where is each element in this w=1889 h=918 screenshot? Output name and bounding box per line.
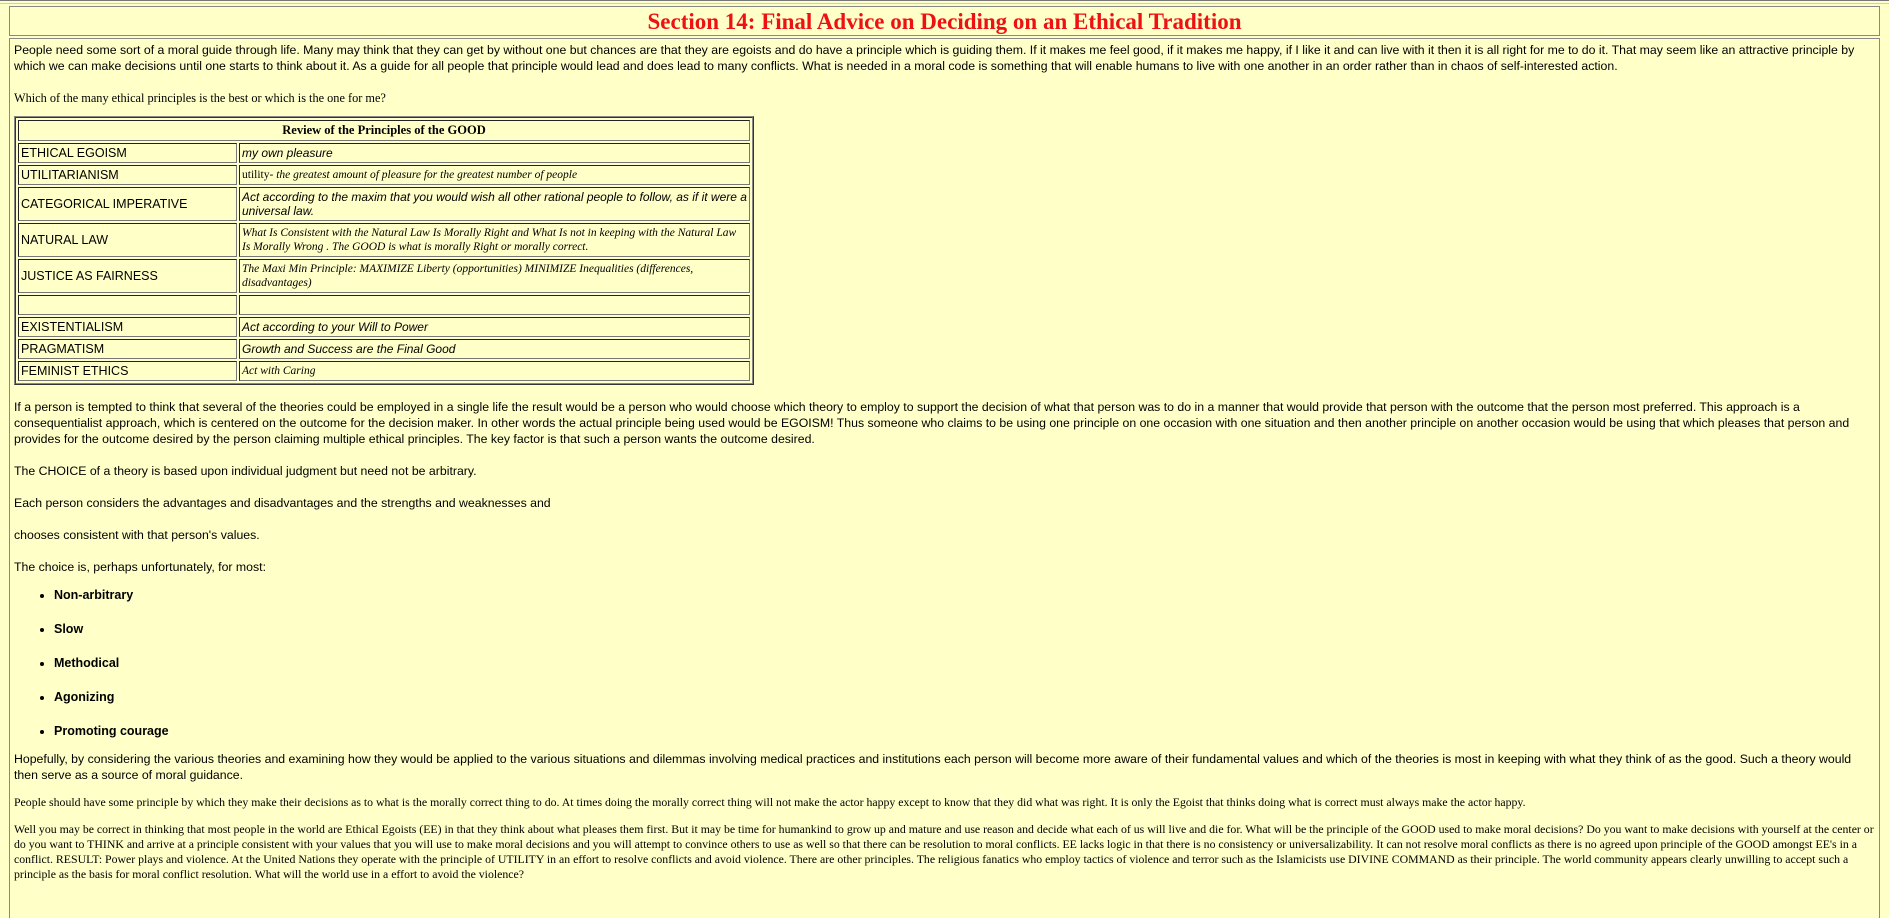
choice-paragraph: The CHOICE of a theory is based upon individual judgment but need not be arbitrary. (14, 464, 477, 478)
list-item: • Promoting courage (54, 723, 1876, 739)
principle-desc: What Is Consistent with the Natural Law Is Morally Right and What Is not in keeping with the Natural Law Is Morally Wrong . The GOOD is what is morally Right or morally correct. (239, 223, 750, 257)
table-row (18, 259, 750, 293)
top-divider (0, 0, 1889, 4)
table-row-empty (18, 295, 750, 315)
principle-desc: Growth and Success are the Final Good (239, 339, 750, 359)
principle-name: EXISTENTIALISM (18, 317, 237, 337)
question-paragraph: Which of the many ethical principles is the best or which is the one for me? (14, 91, 386, 105)
principle-desc (239, 295, 750, 315)
list-item: • Non-arbitrary (54, 587, 1876, 603)
principle-desc: Act with Caring (239, 361, 750, 381)
table-caption: Review of the Principles of the GOOD (18, 120, 750, 141)
page-title: Section 14: Final Advice on Deciding on an Ethical Tradition (647, 9, 1242, 34)
table-row (18, 187, 750, 221)
table-row (18, 317, 750, 337)
principles-table (14, 116, 754, 385)
principle-name: JUSTICE AS FAIRNESS (18, 259, 237, 293)
content-frame (9, 38, 1880, 918)
each-person-paragraph: Each person considers the advantages and disadvantages and the strengths and weaknesses and (14, 496, 551, 510)
hopefully-paragraph: Hopefully, by considering the various theories and examining how they would be applied to the various situations and dilemmas involving medical practices and institutions each person will become more aware of their fundamental values and which of the theories is most in keeping with what they think of as the good. Such a theory would then serve as a source of moral guidance. (14, 752, 1852, 782)
table-row (18, 165, 750, 185)
principle-name: UTILITARIANISM (18, 165, 237, 185)
principle-desc: my own pleasure (239, 143, 750, 163)
principle-paragraph: People should have some principle by which they make their decisions as to what is the morally correct thing to do. At times doing the morally correct thing will not make the actor happy except to know that they did what was right. It is only the Egoist that thinks doing what is correct must always make the actor happy. (14, 795, 1526, 809)
principle-desc-cell (239, 165, 750, 185)
principle-name: FEMINIST ETHICS (18, 361, 237, 381)
principle-name: NATURAL LAW (18, 223, 237, 257)
list-item: • Agonizing (54, 689, 1876, 705)
table-row (18, 361, 750, 381)
principle-desc: Act according to your Will to Power (239, 317, 750, 337)
principle-name: PRAGMATISM (18, 339, 237, 359)
intro-paragraph: People need some sort of a moral guide through life. Many may think that they can get by without one but chances are that they are egoists and do have a principle which is guiding them. If it makes me feel good, if it makes me happy, if I like it and can live with it then it is all right for me to do it. That may seem like an attractive principle by which we can make decisions until one starts to think about it. As a guide for all people that principle would lead and does lead to many conflicts. What is needed in a moral code is something that will enable humans to live with one another in an order rather than in chaos of self-interested action. (14, 43, 1855, 73)
principle-desc: the greatest amount of pleasure for the greatest number of people (276, 169, 578, 181)
table-row (18, 339, 750, 359)
choice-qualities-list (14, 587, 1876, 739)
table-row (18, 223, 750, 257)
chooses-paragraph: chooses consistent with that person's values. (14, 528, 260, 542)
list-item: • Slow (54, 621, 1876, 637)
principle-desc-prefix: utility- (242, 169, 277, 181)
principle-desc: The Maxi Min Principle: MAXIMIZE Liberty (opportunities) MINIMIZE Inequalities (differences, disadvantages) (239, 259, 750, 293)
table-row (18, 143, 750, 163)
principle-desc: Act according to the maxim that you would wish all other rational people to follow, as if it were a universal law. (239, 187, 750, 221)
list-item: • Methodical (54, 655, 1876, 671)
well-you-paragraph: Well you may be correct in thinking that most people in the world are Ethical Egoists (EE) in that they think about what pleases them first. But it may be time for humankind to grow up and mature and use reason and decide what each of us will live and die for. What will be the principle of the GOOD used to make moral decisions? Do you want to make decisions with yourself at the center or do you want to THINK and arrive at a principle consistent with your values that you will use to make moral decisions and you will attempt to convince others to use as well so that there can be resolution to moral conflicts. EE lacks logic in that there is no consistency or universalizability. It can not resolve moral conflicts as there is no agreed upon principle of the GOOD amongst EE's in a conflict. RESULT: Power plays and violence. At the United Nations they operate with the principle of UTILITY in an effort to resolve conflicts and avoid violence. There are other principles. The religious fanatics who employ tactics of violence and terror such as the Islamicists use DIVINE COMMAND as their principle. The world community appears clearly unwilling to accept such a principle as the basis for moral conflict resolution. What will the world use in a effort to avoid the violence? (14, 822, 1874, 881)
principle-name: ETHICAL EGOISM (18, 143, 237, 163)
title-frame (9, 6, 1880, 36)
principle-name (18, 295, 237, 315)
principle-name: CATEGORICAL IMPERATIVE (18, 187, 237, 221)
most-paragraph: The choice is, perhaps unfortunately, for most: (14, 560, 266, 574)
consequentialist-paragraph: If a person is tempted to think that several of the theories could be employed in a single life the result would be a person who would choose which theory to employ to support the decision of what that person was to do in a manner that would provide that person with the outcome that the person most preferred. This approach is a consequentialist approach, which is centered on the outcome for the decision maker. In other words the actual principle being used would be EGOISM! Thus someone who claims to be using one principle on one occasion with one situation and then another principle on another occasion would be using that which pleases that person and provides for the outcome desired by the person claiming multiple ethical principles. The key factor is that such a person wants the outcome desired. (14, 400, 1850, 446)
